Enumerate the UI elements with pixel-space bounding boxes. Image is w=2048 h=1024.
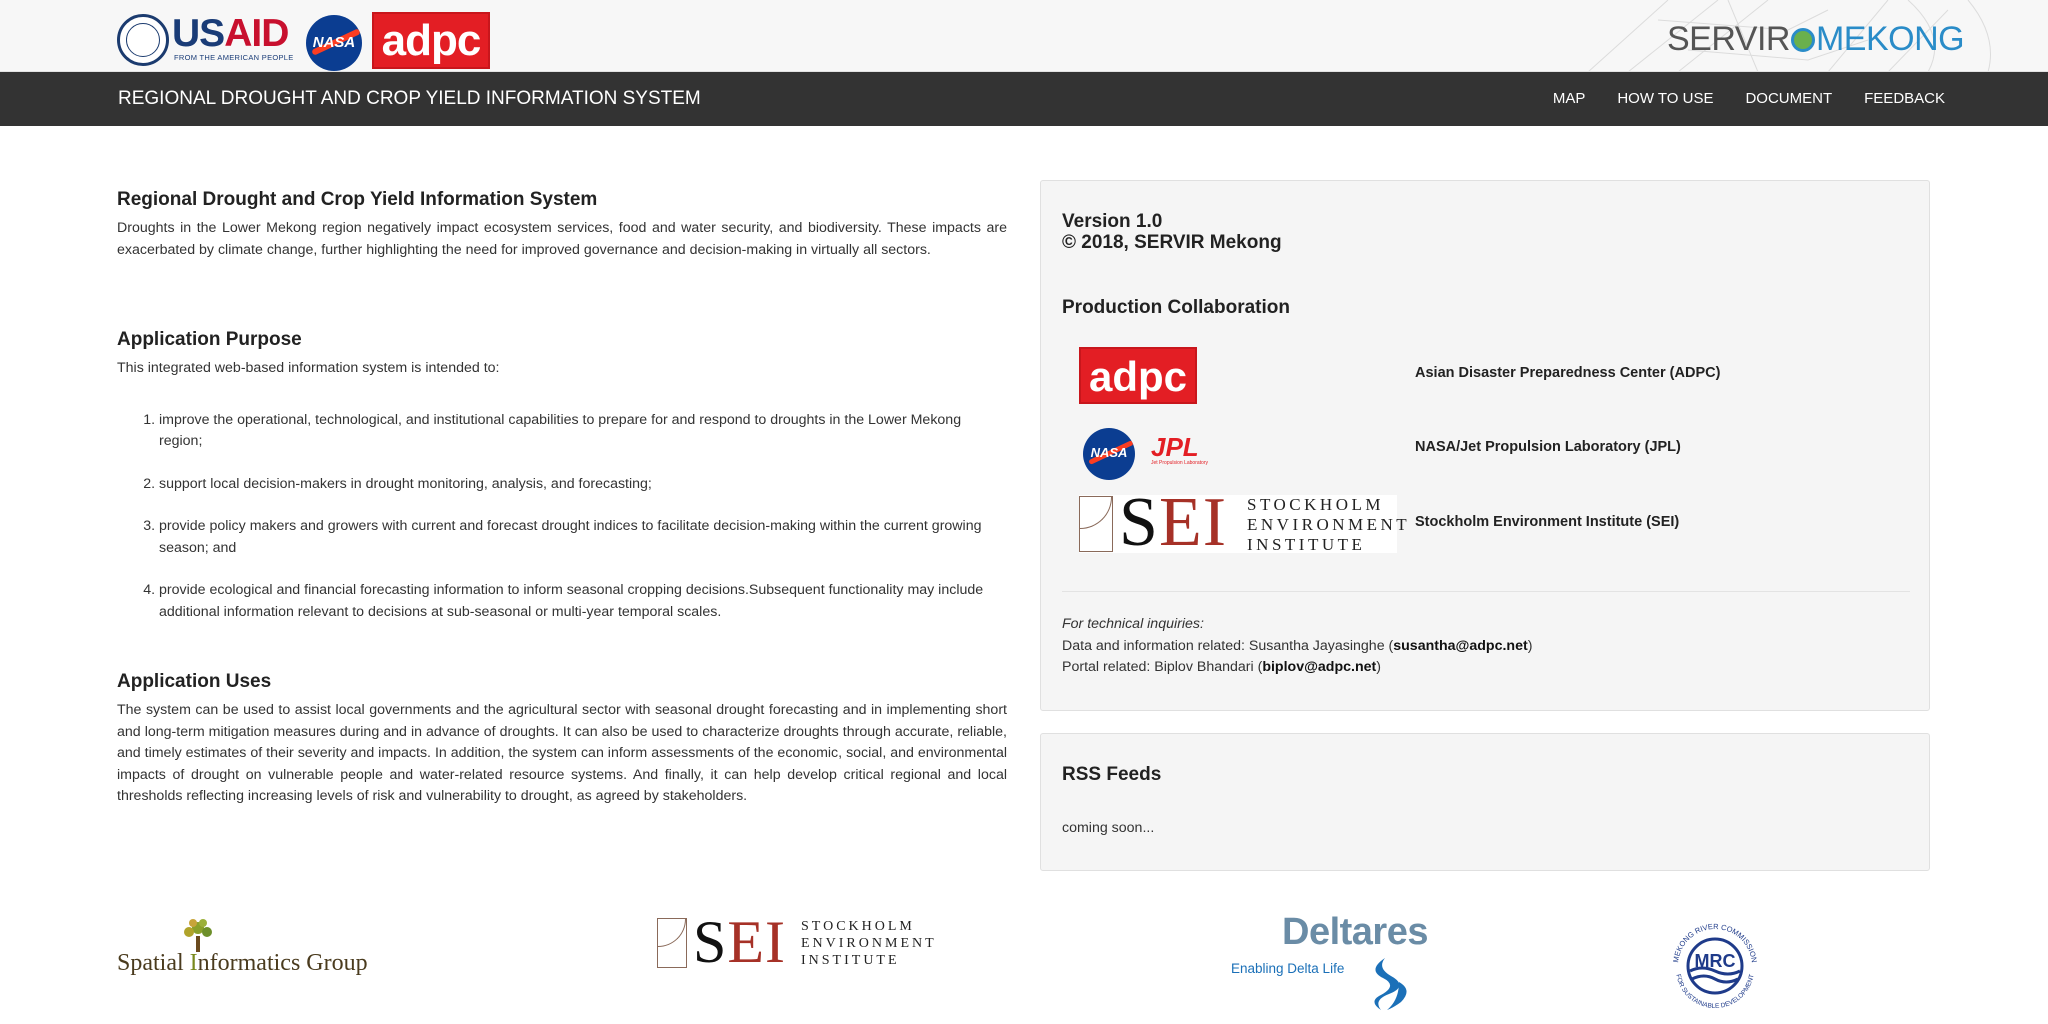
sei-words [801,918,937,969]
main-navbar [0,72,2048,126]
purpose-list [117,410,987,624]
purpose-item: 1. improve the operational, technological, and institutional capabilities to prepare for and respond to droughts in the Lower Mekong region; [159,410,987,453]
sei-letter-i: I [765,909,787,975]
nav-link-map[interactable]: MAP [1552,90,1586,107]
usaid-logo-aid: AID [224,12,289,55]
version-label: Version 1.0 [1062,211,1163,232]
intro-text: Droughts in the Lower Mekong region negatively impact ecosystem services, food and water security, and biodiversity. These impacts are exacerbated by climate change, further highlighting the need for improved governance and decision-making in virtually all sectors. [117,220,1007,258]
deltares-text: Deltares [1282,911,1428,953]
uses-section [117,670,1007,808]
globe-icon [1791,28,1815,52]
app-title[interactable]: REGIONAL DROUGHT AND CROP YIELD INFORMATION SYSTEM [118,88,701,109]
footer-mrc-logo[interactable] [1662,913,1768,1019]
purpose-item: 3. provide policy makers and growers with current and forecast drought indices to facilitate decision-making within the current growing season; and [159,516,987,559]
partner-nasa-jpl-logo[interactable] [1079,424,1219,480]
contact-data-line [1062,636,1532,658]
collaboration-heading: Production Collaboration [1062,297,1290,318]
sei-letters [1119,484,1228,561]
about-panel [1040,180,1930,711]
jpl-text: JPL [1151,432,1199,462]
uses-text: The system can be used to assist local governments and the agricultural sector with seasonal drought forecasting and in implementing short and long-term mitigation measures during and in advance of droughts. It can also be used to characterize droughts through accurate, reliable, and timely estimates of their severity and impacts. In addition, the system can inform assessments of the economic, social, and environmental impacts of drought on vulnerable people and water-related resource systems. And finally, it can help develop critical regional and local thresholds reflecting increasing levels of risk and vulnerability to drought, as agreed by stakeholders. [117,702,1007,804]
rss-body: coming soon... [1062,820,1155,836]
contact-intro: For technical inquiries: [1062,616,1204,632]
usaid-seal-icon [117,14,169,66]
sei-letters [693,909,787,975]
nav-link-how-to-use[interactable]: HOW TO USE [1617,90,1714,107]
intro-heading: Regional Drought and Crop Yield Information System [117,189,598,210]
sei-letter-e: E [727,909,766,975]
sig-text-part: I [189,950,198,976]
usaid-logo[interactable] [172,14,288,54]
sei-words [1247,495,1410,555]
mrc-emblem-icon [1662,913,1768,1019]
footer-spatial-informatics-logo[interactable] [117,918,392,976]
nasa-text: NASA [1090,445,1128,460]
purpose-heading: Application Purpose [117,329,302,350]
contact-data-label: Data and information related: Susantha Jayasinghe ( [1062,637,1394,654]
rss-heading: RSS Feeds [1062,764,1162,785]
sei-word: ENVIRONMENT [801,936,937,951]
sei-word: STOCKHOLM [801,919,915,934]
sei-word: ENVIRONMENT [1247,515,1411,534]
contact-portal-label: Portal related: Biplov Bhandari ( [1062,659,1263,675]
rss-panel [1040,733,1930,871]
servir-logo-left: SERVIR [1667,20,1790,58]
mrc-top-text: MEKONG RIVER COMMISSION [1671,921,1759,964]
intro-section [117,188,1007,261]
purpose-item: 4. provide ecological and financial forecasting information to inform seasonal cropping decisions.Subsequent functionality may include additional information relevant to decisions at sub-seasonal or multi-year temporal scales. [159,580,987,623]
purpose-item: 2. support local decision-makers in drought monitoring, analysis, and forecasting; [159,474,987,496]
sei-word: INSTITUTE [1247,535,1366,554]
partner-sei-name: Stockholm Environment Institute (SEI) [1415,514,1680,530]
nav-link-document[interactable]: DOCUMENT [1745,90,1833,107]
nav-link-feedback[interactable]: FEEDBACK [1864,90,1945,107]
footer-sei-logo[interactable] [657,909,937,975]
partner-nasa-jpl-name: NASA/Jet Propulsion Laboratory (JPL) [1415,439,1681,455]
mrc-bottom-text: FOR SUSTAINABLE DEVELOPMENT [1674,973,1756,1011]
footer-deltares-logo[interactable] [1230,912,1445,1017]
tree-icon [179,918,217,952]
sei-word: STOCKHOLM [1247,495,1384,514]
contact-portal-line [1062,657,1532,679]
usaid-logo-us: US [172,12,225,55]
nasa-logo[interactable] [306,15,362,71]
uses-heading: Application Uses [117,671,272,692]
copyright-label: © 2018, SERVIR Mekong [1062,232,1282,253]
contact-portal-email-link[interactable]: biplov@adpc.net [1262,659,1377,675]
sei-letter-s: S [1119,484,1159,561]
sei-frame-icon [1079,496,1113,552]
sei-word: INSTITUTE [801,953,900,968]
servir-mekong-logo[interactable] [1667,22,1964,56]
sei-letter-e: E [1158,484,1203,561]
nasa-logo-text: NASA [312,34,356,51]
sig-text-part: Spatial [117,950,190,976]
mrc-mark-text: MRC [1694,951,1736,971]
logo-header [0,0,2048,72]
nasa-meatball-icon [1083,428,1135,480]
contact-close-paren: ) [1376,659,1381,675]
partner-sei-logo[interactable] [1079,484,1411,561]
contact-close-paren: ) [1527,637,1533,654]
usaid-tagline: FROM THE AMERICAN PEOPLE [174,53,294,62]
adpc-logo[interactable]: adpc [372,12,490,69]
purpose-section [117,328,1007,644]
sei-frame-icon [657,918,687,968]
contact-info [1062,614,1532,679]
jpl-subtext: Jet Propulsion Laboratory [1151,460,1208,466]
spatial-informatics-text [117,950,368,977]
purpose-lead: This integrated web-based information system is intended to: [117,360,500,376]
panel-divider [1062,591,1910,592]
sei-letter-s: S [693,909,728,975]
partner-adpc-logo[interactable]: adpc [1079,347,1197,404]
contact-data-email-link[interactable]: susantha@adpc.net [1393,637,1528,654]
nav-links [1553,90,1945,108]
servir-logo-right: MEKONG [1815,20,1965,58]
deltares-wave-icon [1365,956,1417,1012]
partner-adpc-name: Asian Disaster Preparedness Center (ADPC) [1415,365,1721,381]
sei-letter-i: I [1202,484,1228,561]
deltares-tagline: Enabling Delta Life [1231,961,1345,976]
sig-text-part: nformatics Group [197,950,368,976]
version-info [1062,211,1282,253]
